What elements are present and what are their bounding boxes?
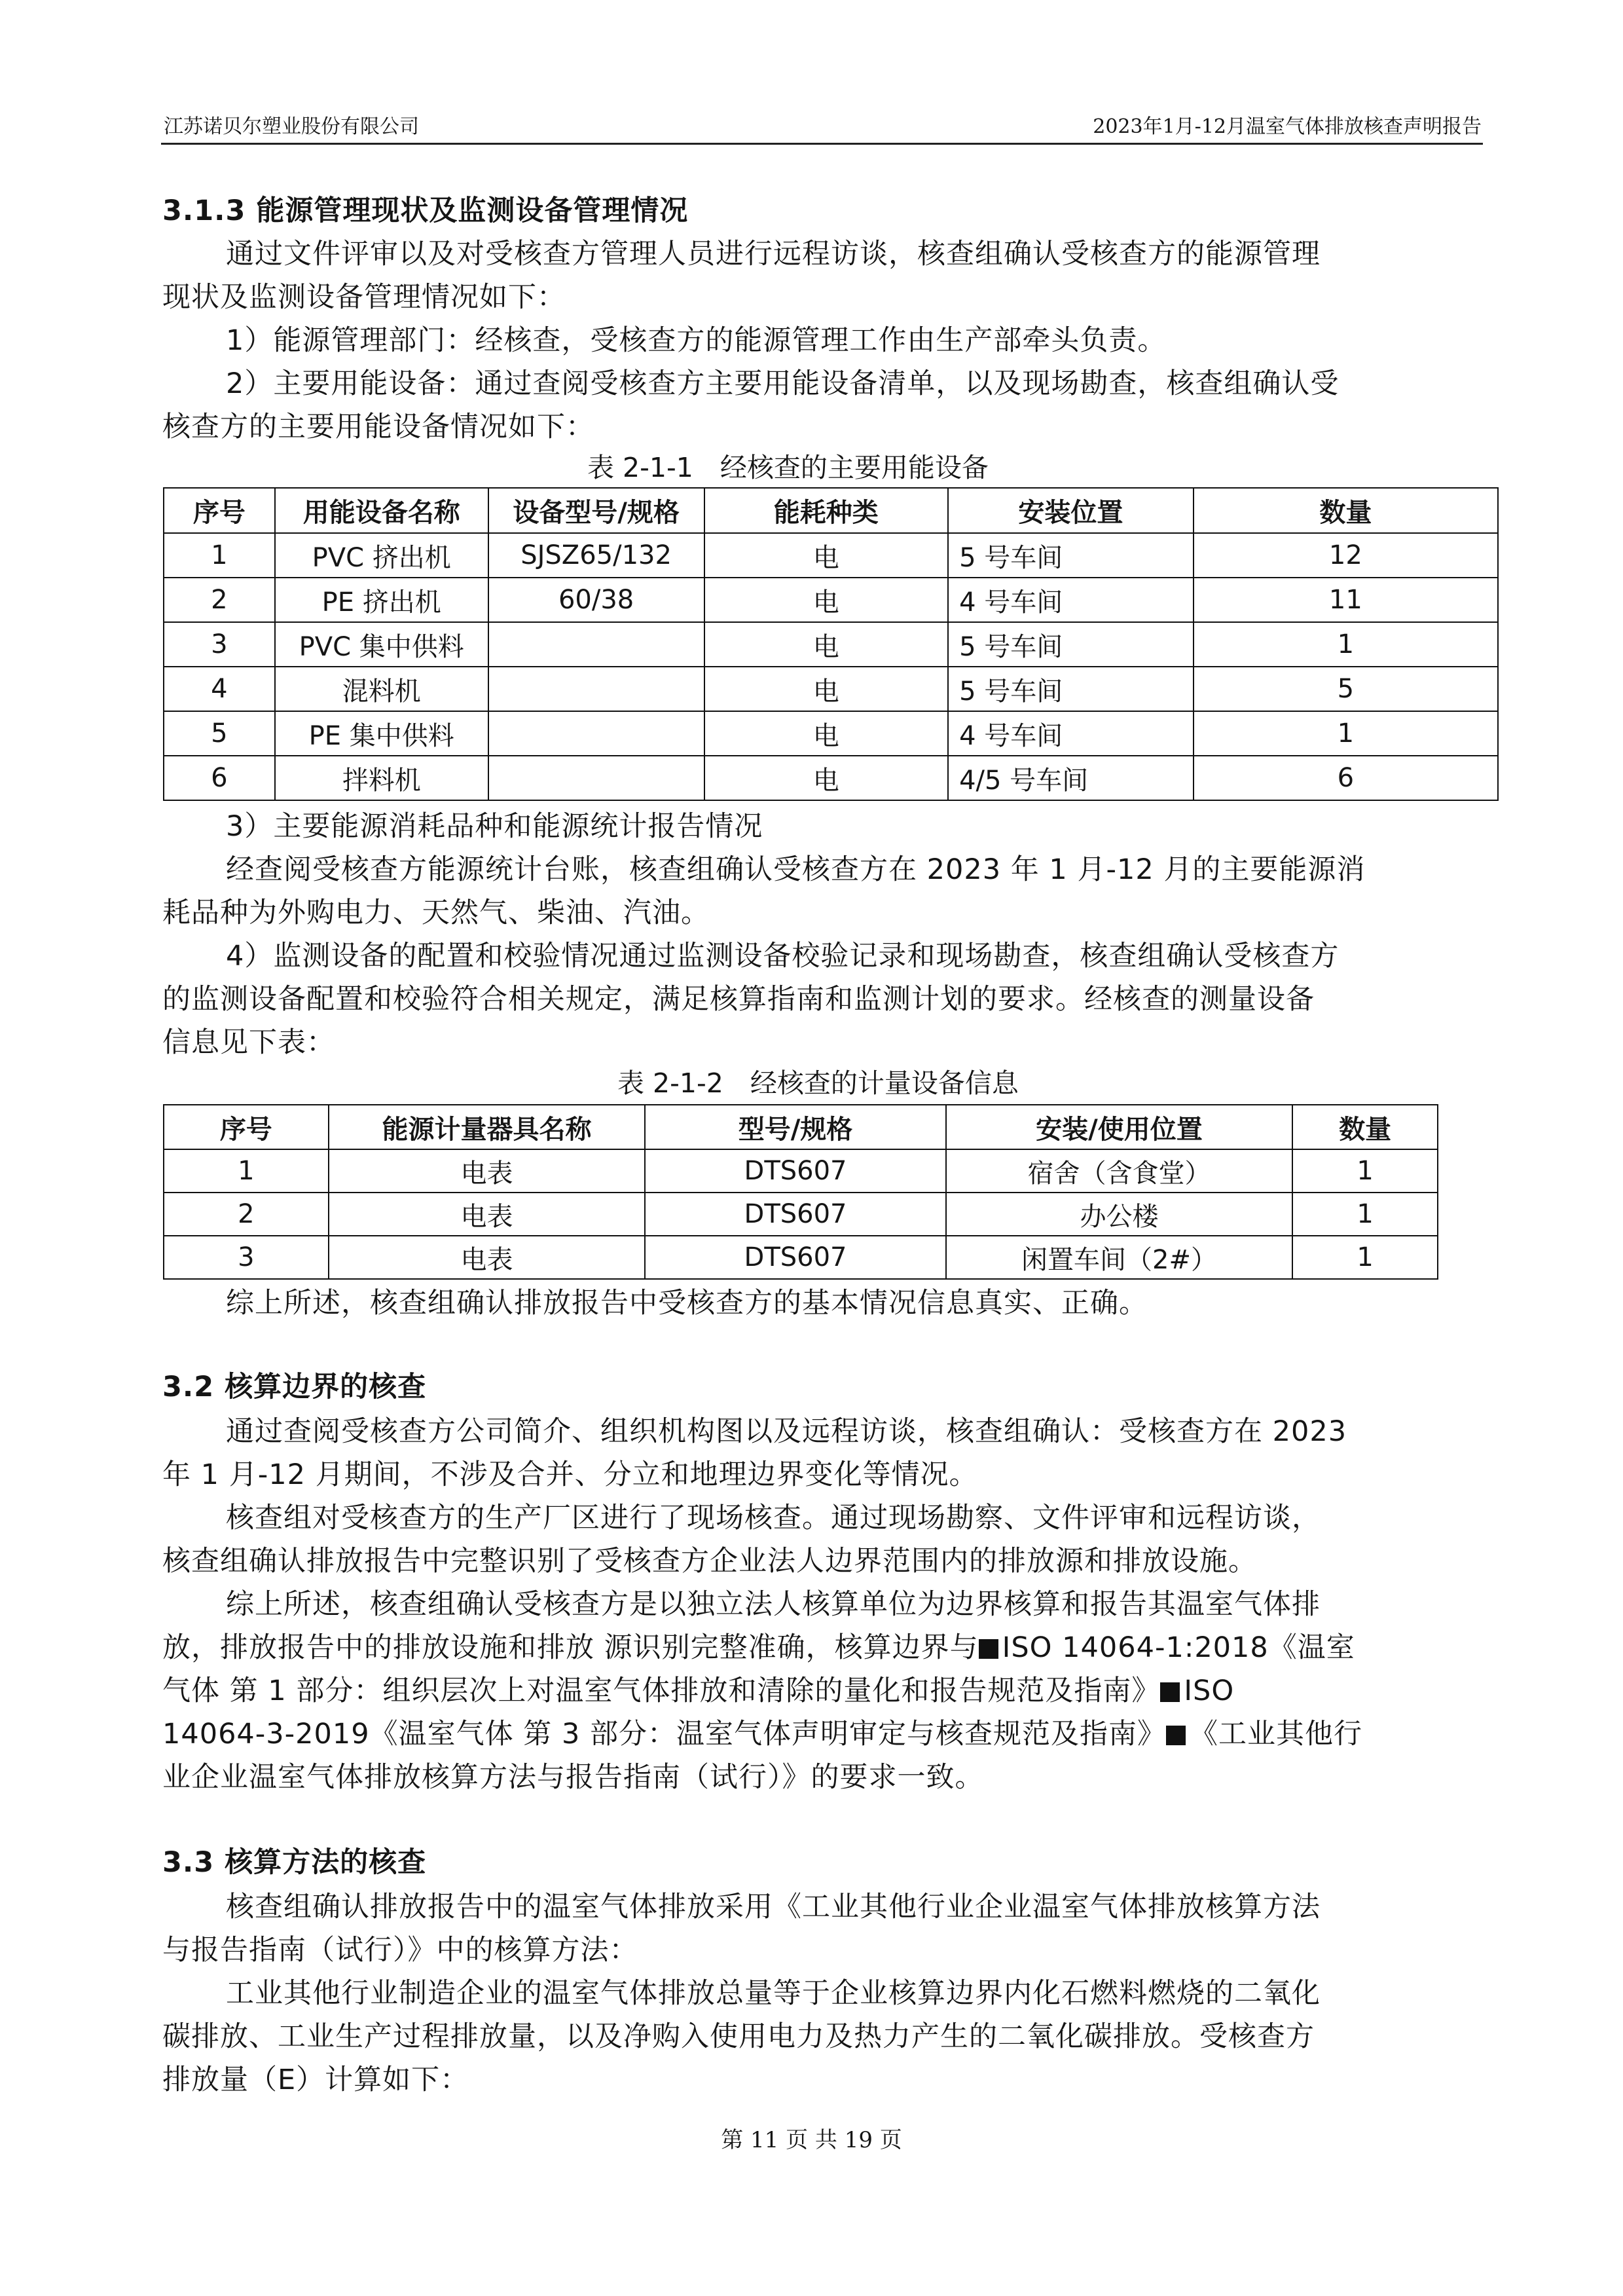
table-cell: 3	[164, 622, 275, 667]
text-fragment: ISO 14064-1:2018《温室	[1002, 1631, 1355, 1664]
section-heading-3-3: 3.3 核算方法的核查	[162, 1846, 427, 1879]
paragraph-line	[162, 1628, 1355, 1667]
table-caption: 表 2-1-2 经核查的计量设备信息	[617, 1067, 1019, 1099]
table-cell: 3	[164, 1236, 329, 1279]
table-cell: 电	[704, 622, 949, 667]
table-cell: 6	[1194, 756, 1498, 800]
paragraph-line: 现状及监测设备管理情况如下：	[162, 281, 566, 314]
table-cell: PVC 集中供料	[275, 622, 488, 667]
table-cell: 4 号车间	[948, 578, 1194, 622]
table-cell	[488, 711, 704, 756]
paragraph-line: 碳排放、工业生产过程排放量，以及净购入使用电力及热力产生的二氧化碳排放。受核查方	[162, 2020, 1315, 2053]
paragraph-line: 业企业温室气体排放核算方法与报告指南（试行）》的要求一致。	[162, 1761, 984, 1794]
paragraph-line: 经查阅受核查方能源统计台账，核查组确认受核查方在 2023 年 1 月-12 月的主要能源消	[226, 853, 1366, 886]
table-cell: 4	[164, 667, 275, 711]
checkbox-checked-icon	[979, 1639, 998, 1659]
table-cell: 电表	[329, 1149, 646, 1193]
table-cell: DTS607	[645, 1193, 945, 1236]
table-cell: 5	[1194, 667, 1498, 711]
table-cell: 5 号车间	[948, 533, 1194, 578]
header-divider	[161, 143, 1483, 145]
metering-equipment-table	[163, 1104, 1438, 1280]
paragraph-line: 通过文件评审以及对受核查方管理人员进行远程访谈，核查组确认受核查方的能源管理	[226, 238, 1321, 270]
section-heading-3-2: 3.2 核算边界的核查	[162, 1371, 427, 1403]
table-cell: 电表	[329, 1193, 646, 1236]
paragraph-line: 的监测设备配置和校验符合相关规定，满足核算指南和监测计划的要求。经核查的测量设备	[162, 983, 1315, 1016]
paragraph-line: 信息见下表：	[162, 1026, 335, 1059]
energy-equipment-table	[163, 487, 1499, 801]
table-cell: 混料机	[275, 667, 488, 711]
table-row	[164, 533, 1498, 578]
paragraph-line: 3）主要能源消耗品种和能源统计报告情况	[226, 810, 763, 843]
table-cell: 5 号车间	[948, 622, 1194, 667]
table-cell: SJSZ65/132	[488, 533, 704, 578]
paragraph-line: 工业其他行业制造企业的温室气体排放总量等于企业核算边界内化石燃料燃烧的二氧化	[226, 1977, 1321, 2010]
paragraph-line: 4）监测设备的配置和校验情况通过监测设备校验记录和现场勘查，核查组确认受核查方	[226, 940, 1340, 972]
table-cell: 12	[1194, 533, 1498, 578]
table-cell: 1	[1292, 1193, 1438, 1236]
table-row	[164, 711, 1498, 756]
column-header: 安装/使用位置	[946, 1105, 1293, 1149]
table-cell	[488, 667, 704, 711]
table-header-row	[164, 1105, 1438, 1149]
table-cell: DTS607	[645, 1149, 945, 1193]
table-cell: 1	[1194, 711, 1498, 756]
table-row	[164, 667, 1498, 711]
column-header: 序号	[164, 1105, 329, 1149]
table-cell: 1	[1194, 622, 1498, 667]
table-cell: 60/38	[488, 578, 704, 622]
table-cell: 2	[164, 578, 275, 622]
text-fragment: ISO	[1184, 1675, 1235, 1707]
table-caption: 表 2-1-1 经核查的主要用能设备	[587, 452, 989, 483]
table-cell: 电	[704, 711, 949, 756]
table-cell: 5	[164, 711, 275, 756]
column-header: 能耗种类	[704, 488, 949, 533]
text-fragment: 《工业其他行	[1189, 1718, 1362, 1750]
paragraph-line: 通过查阅受核查方公司简介、组织机构图以及远程访谈，核查组确认：受核查方在 2023	[226, 1415, 1347, 1448]
column-header: 型号/规格	[645, 1105, 945, 1149]
table-cell: 11	[1194, 578, 1498, 622]
table-cell: 拌料机	[275, 756, 488, 800]
paragraph-line	[162, 1714, 1362, 1754]
table-cell: 5 号车间	[948, 667, 1194, 711]
column-header: 设备型号/规格	[488, 488, 704, 533]
paragraph-line: 综上所述，核查组确认排放报告中受核查方的基本情况信息真实、正确。	[226, 1287, 1148, 1320]
column-header: 序号	[164, 488, 275, 533]
paragraph-line: 核查组确认排放报告中完整识别了受核查方企业法人边界范围内的排放源和排放设施。	[162, 1545, 1257, 1578]
paragraph-line: 年 1 月-12 月期间，不涉及合并、分立和地理边界变化等情况。	[162, 1458, 978, 1491]
paragraph-line: 综上所述，核查组确认受核查方是以独立法人核算单位为边界核算和报告其温室气体排	[226, 1588, 1321, 1621]
table-header-row	[164, 488, 1498, 533]
table-cell: 电	[704, 756, 949, 800]
table-row	[164, 756, 1498, 800]
table-cell: 宿舍（含食堂）	[946, 1149, 1293, 1193]
table-cell: PE 集中供料	[275, 711, 488, 756]
table-row	[164, 1193, 1438, 1236]
table-cell: PVC 挤出机	[275, 533, 488, 578]
table-cell: 闲置车间（2#）	[946, 1236, 1293, 1279]
paragraph-line: 排放量（E）计算如下：	[162, 2064, 469, 2096]
table-cell	[488, 756, 704, 800]
paragraph-line: 与报告指南（试行）》中的核算方法：	[162, 1934, 638, 1967]
table-row	[164, 1236, 1438, 1279]
table-cell: 电	[704, 667, 949, 711]
paragraph-line: 1）能源管理部门：经核查，受核查方的能源管理工作由生产部牵头负责。	[226, 324, 1167, 357]
table-cell: PE 挤出机	[275, 578, 488, 622]
paragraph-line: 核查方的主要用能设备情况如下：	[162, 411, 594, 443]
table-cell: 1	[1292, 1149, 1438, 1193]
paragraph-line: 核查组对受核查方的生产厂区进行了现场核查。通过现场勘察、文件评审和远程访谈，	[226, 1502, 1321, 1534]
header-report-title: 2023年1月-12月温室气体排放核查声明报告	[1093, 115, 1482, 138]
table-cell: 1	[164, 1149, 329, 1193]
table-cell	[488, 622, 704, 667]
table-cell: 6	[164, 756, 275, 800]
column-header: 数量	[1292, 1105, 1438, 1149]
checkbox-checked-icon	[1166, 1726, 1186, 1745]
table-cell: 电	[704, 533, 949, 578]
table-cell: 1	[1292, 1236, 1438, 1279]
paragraph-line	[162, 1671, 1234, 1711]
table-cell: 2	[164, 1193, 329, 1236]
checkbox-checked-icon	[1160, 1682, 1180, 1702]
table-cell: 办公楼	[946, 1193, 1293, 1236]
page-number: 第 11 页 共 19 页	[721, 2127, 902, 2153]
column-header: 能源计量器具名称	[329, 1105, 646, 1149]
paragraph-line: 耗品种为外购电力、天然气、柴油、汽油。	[162, 897, 710, 929]
section-heading-3-1-3: 3.1.3 能源管理现状及监测设备管理情况	[162, 194, 689, 227]
text-fragment: 气体 第 1 部分：组织层次上对温室气体排放和清除的量化和报告规范及指南》	[162, 1675, 1161, 1707]
table-row	[164, 578, 1498, 622]
table-cell: 4/5 号车间	[948, 756, 1194, 800]
table-cell: 4 号车间	[948, 711, 1194, 756]
column-header: 数量	[1194, 488, 1498, 533]
table-cell: DTS607	[645, 1236, 945, 1279]
header-company: 江苏诺贝尔塑业股份有限公司	[164, 115, 419, 138]
table-row	[164, 1149, 1438, 1193]
paragraph-line: 2）主要用能设备：通过查阅受核查方主要用能设备清单，以及现场勘查，核查组确认受	[226, 367, 1340, 400]
table-cell: 1	[164, 533, 275, 578]
table-cell: 电表	[329, 1236, 646, 1279]
column-header: 用能设备名称	[275, 488, 488, 533]
column-header: 安装位置	[948, 488, 1194, 533]
table-row	[164, 622, 1498, 667]
text-fragment: 放，排放报告中的排放设施和排放 源识别完整准确，核算边界与	[162, 1631, 979, 1664]
paragraph-line: 核查组确认排放报告中的温室气体排放采用《工业其他行业企业温室气体排放核算方法	[226, 1891, 1321, 1923]
table-cell: 电	[704, 578, 949, 622]
text-fragment: 14064-3-2019《温室气体 第 3 部分：温室气体声明审定与核查规范及指南》	[162, 1718, 1166, 1750]
